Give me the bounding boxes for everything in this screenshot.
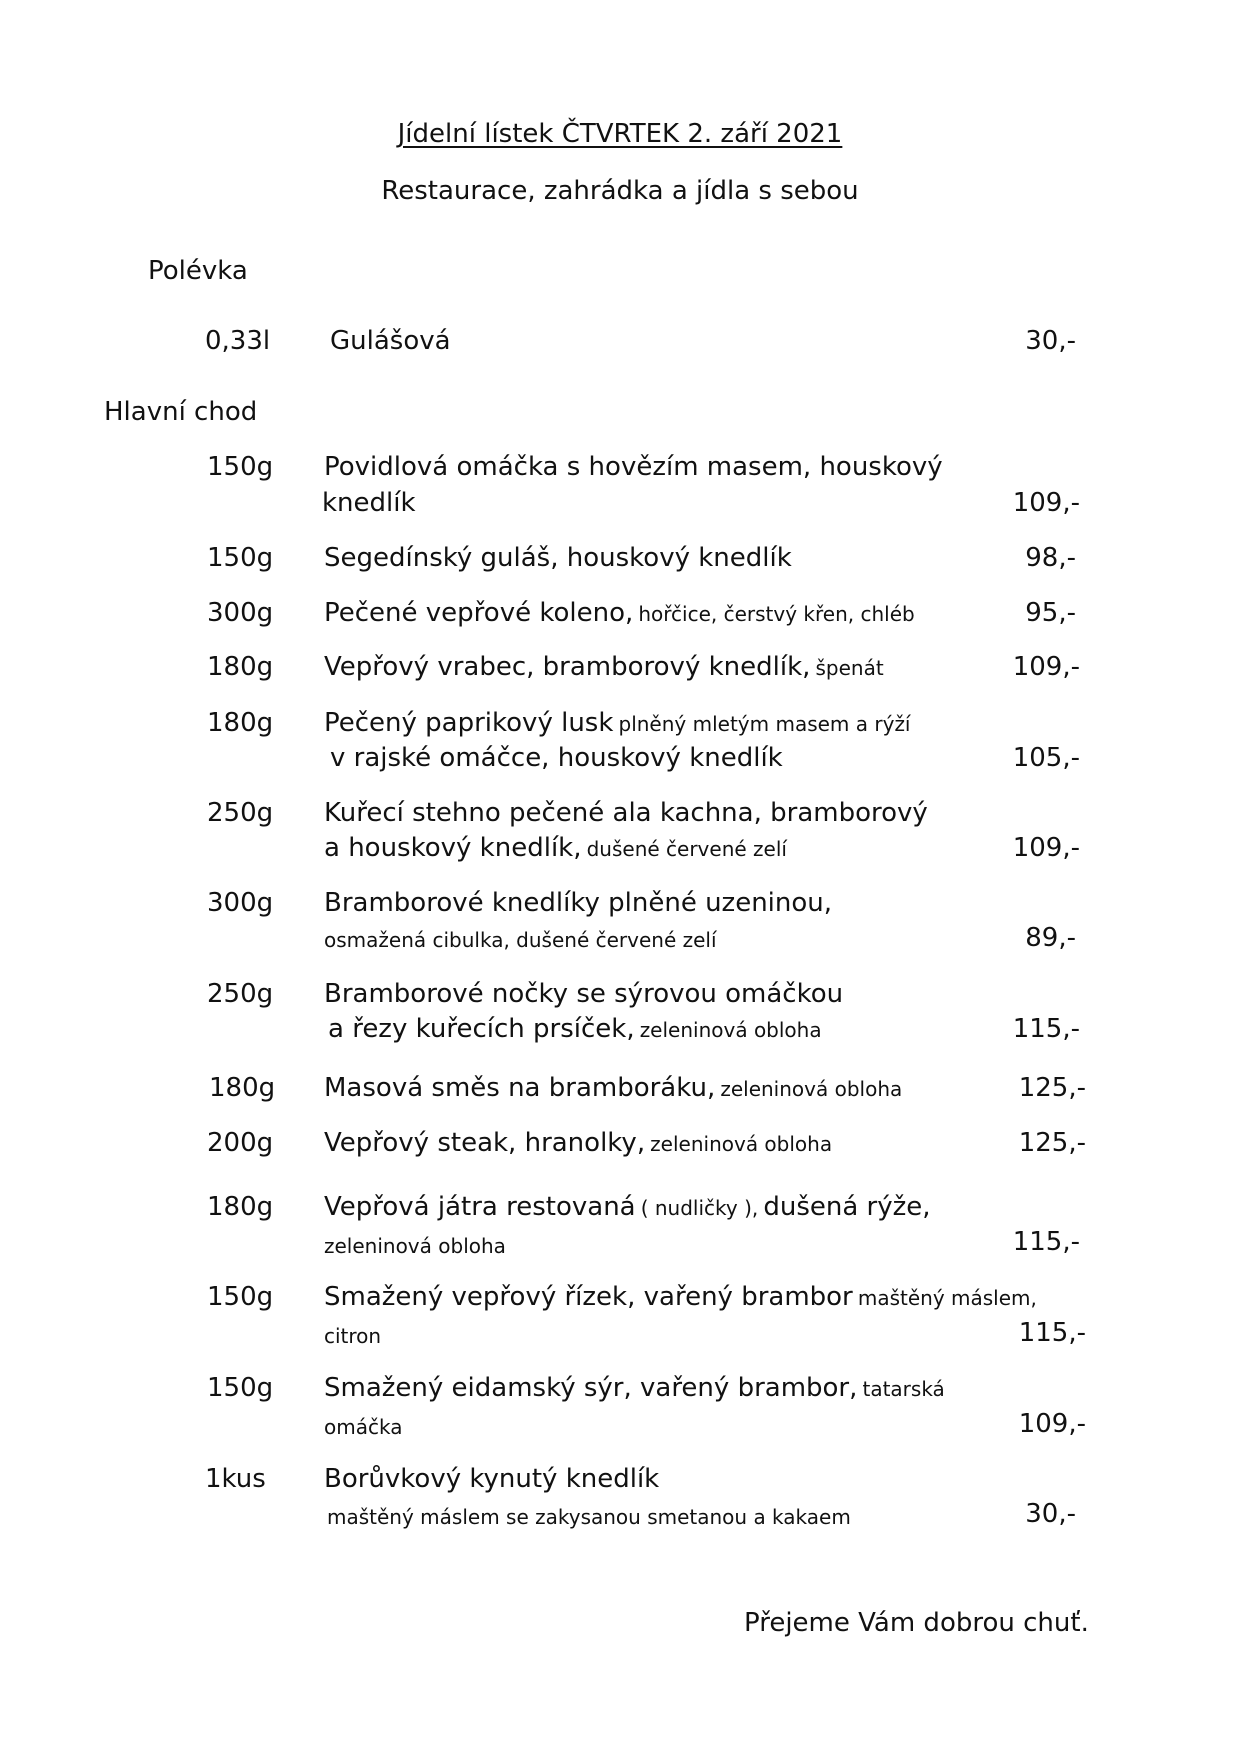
item-name-line [324,1128,832,1158]
item-price: 109,- [1012,488,1080,518]
item-name-after: dušená rýže, [763,1192,931,1222]
item-qty: 300g [207,598,274,628]
item-qty: 250g [207,798,274,828]
menu-title: Jídelní lístek ČTVRTEK 2. září 2021 [397,119,843,149]
item-qty: 180g [207,1192,274,1222]
item-price: 95,- [1025,598,1076,628]
item-side: plněný mletým masem a rýží [618,712,911,736]
item-name-cont: v rajské omáčce, houskový knedlík [330,743,783,773]
item-name: Bramborové knedlíky plněné uzeninou, [324,888,833,918]
item-name-cont: knedlík [322,488,416,518]
item-name-line [324,598,915,628]
item-qty: 1kus [205,1464,266,1494]
item-side: špenát [815,656,884,680]
item-qty: 200g [207,1128,274,1158]
item-name-line [324,1373,945,1403]
item-name-line [324,833,787,863]
item-side: citron [324,1324,382,1348]
item-name-line [324,708,911,738]
item-name: Vepřová játra restovaná [324,1192,636,1222]
item-name: Vepřový steak, hranolky, [324,1128,646,1158]
item-side: zeleninová obloha [650,1132,833,1156]
item-side: tatarská [862,1377,945,1401]
item-name: Smažený vepřový řízek, vařený brambor [324,1282,853,1312]
item-name: Segedínský guláš, houskový knedlík [324,543,792,573]
item-side: omáčka [324,1415,403,1439]
item-qty: 150g [207,543,274,573]
item-qty: 150g [207,1373,274,1403]
item-name-cont: a řezy kuřecích prsíček, [328,1014,635,1044]
soup-price: 30,- [1025,326,1076,356]
item-price: 115,- [1012,1227,1080,1257]
soup-qty: 0,33l [205,326,271,356]
soup-name: Gulášová [330,326,451,356]
item-side: hořčice, čerstvý křen, chléb [638,602,915,626]
item-qty: 180g [207,652,274,682]
item-side: zeleninová obloha [720,1077,903,1101]
item-side: maštěný máslem, [857,1286,1037,1310]
item-qty: 150g [207,1282,274,1312]
item-price: 125,- [1018,1073,1086,1103]
item-price: 109,- [1018,1409,1086,1439]
footer-greeting: Přejeme Vám dobrou chuť. [744,1608,1089,1638]
item-price: 115,- [1018,1318,1086,1348]
item-name-line [328,1014,822,1044]
item-side: ( nudličky ), [640,1196,759,1220]
item-side: maštěný máslem se zakysanou smetanou a kakaem [327,1505,851,1529]
item-qty: 250g [207,979,274,1009]
item-name: Smažený eidamský sýr, vařený brambor, [324,1373,858,1403]
item-price: 105,- [1012,743,1080,773]
item-price: 89,- [1025,923,1076,953]
item-price: 30,- [1025,1499,1076,1529]
item-price: 109,- [1012,833,1080,863]
item-qty: 300g [207,888,274,918]
item-name: Pečené vepřové koleno, [324,598,634,628]
item-name-line [324,1282,1037,1312]
item-name: Kuřecí stehno pečené ala kachna, bramborový [324,798,928,828]
item-qty: 180g [209,1073,276,1103]
section-heading-main: Hlavní chod [104,397,258,427]
item-price: 125,- [1018,1128,1086,1158]
item-name: Vepřový vrabec, bramborový knedlík, [324,652,811,682]
item-qty: 180g [207,708,274,738]
item-name-line [324,1073,902,1103]
item-qty: 150g [207,452,274,482]
item-price: 115,- [1012,1014,1080,1044]
item-name-line [324,652,884,682]
item-side: dušené červené zelí [586,837,787,861]
item-side: zeleninová obloha [324,1234,506,1258]
item-price: 98,- [1025,543,1076,573]
item-name-cont: a houskový knedlík, [324,833,582,863]
item-side: zeleninová obloha [639,1018,822,1042]
item-name: Pečený paprikový lusk [324,708,614,738]
menu-subtitle: Restaurace, zahrádka a jídla s sebou [381,176,859,206]
item-name: Bramborové nočky se sýrovou omáčkou [324,979,844,1009]
item-price: 109,- [1012,652,1080,682]
item-name: Masová směs na bramboráku, [324,1073,716,1103]
item-name: Borůvkový kynutý knedlík [324,1464,660,1494]
item-name-line [324,1192,931,1222]
item-side: osmažená cibulka, dušené červené zelí [324,928,717,952]
section-heading-soup: Polévka [148,256,248,286]
item-name: Povidlová omáčka s hovězím masem, houskový [324,452,943,482]
